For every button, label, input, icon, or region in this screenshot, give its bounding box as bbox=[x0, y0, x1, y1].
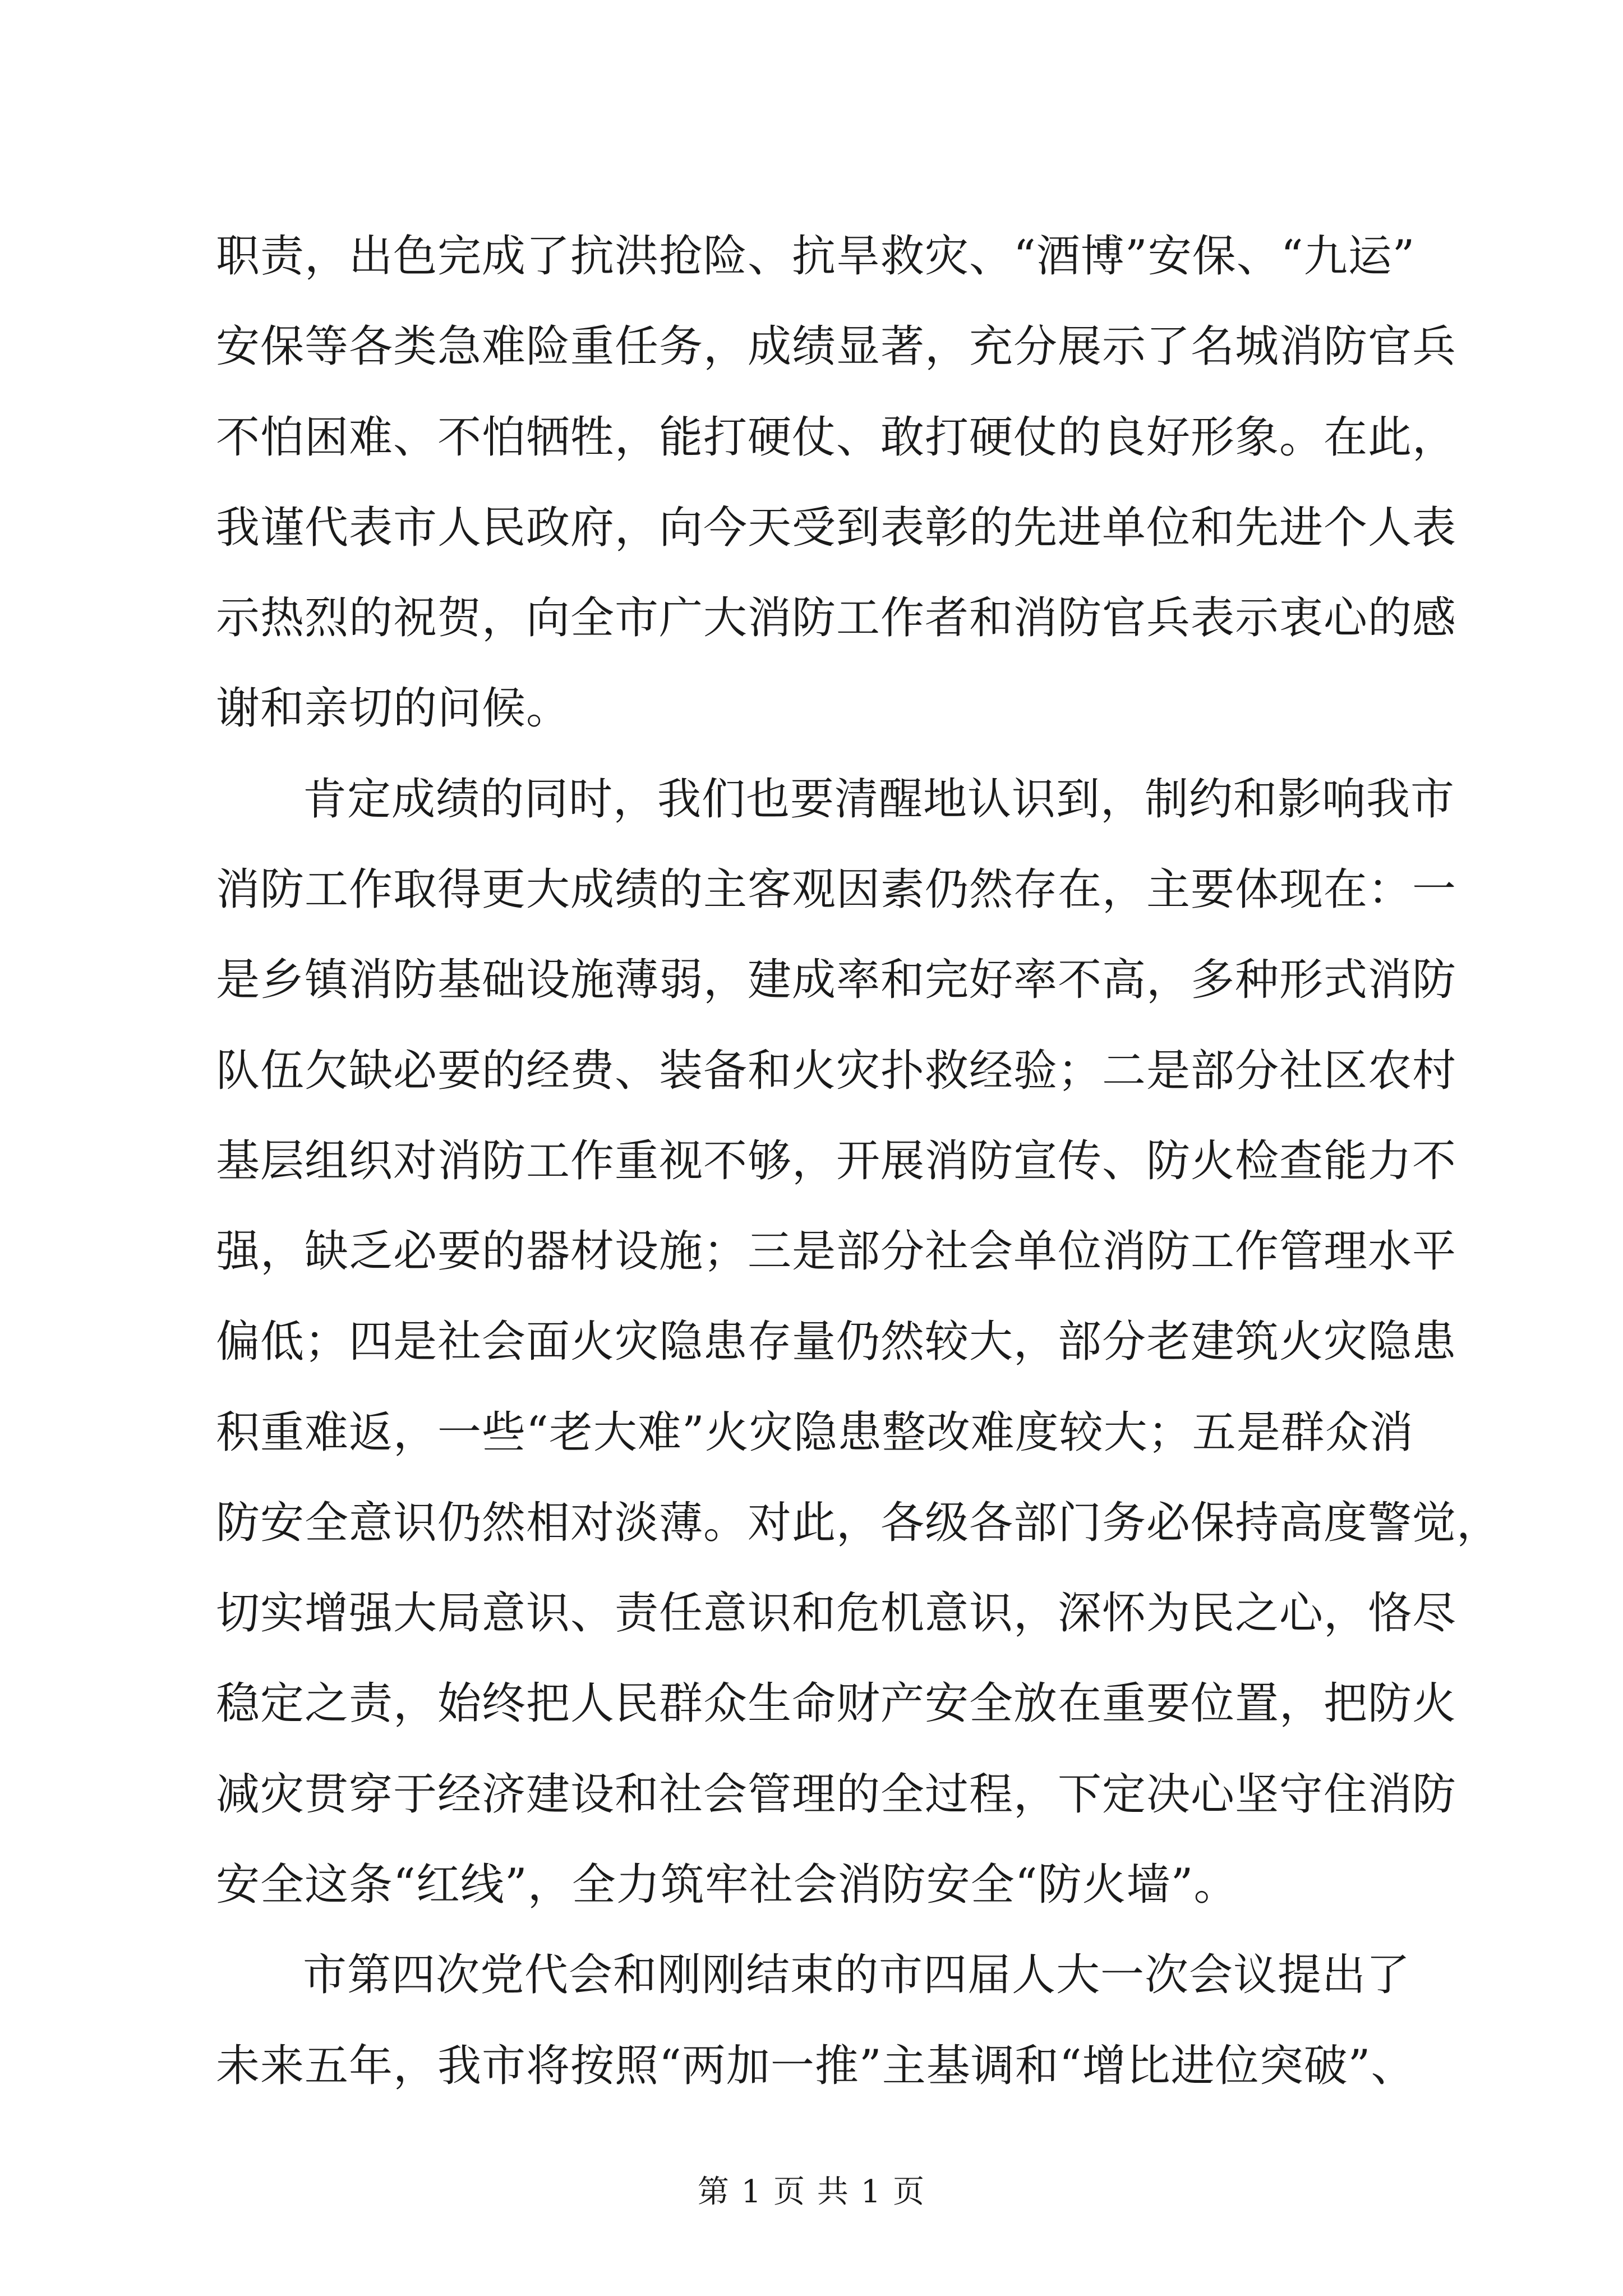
page-number-footer: 第 1 页 共 1 页 bbox=[697, 2174, 926, 2210]
text-line: 减灾贯穿于经济建设和社会管理的全过程，下定决心坚守住消防 bbox=[216, 1769, 1457, 1820]
text-line: 积重难返，一些“老大难”火灾隐患整改难度较大；五是群众消 bbox=[216, 1407, 1414, 1458]
text-line: 未来五年，我市将按照“两加一推”主基调和“增比进位突破”、 bbox=[216, 2041, 1415, 2091]
text-line: 防安全意识仍然相对淡薄。对此，各级各部门务必保持高度警觉， bbox=[216, 1498, 1501, 1548]
text-line: 消防工作取得更大成绩的主客观因素仍然存在，主要体现在：一 bbox=[216, 864, 1457, 915]
text-line: 我谨代表市人民政府，向今天受到表彰的先进单位和先进个人表 bbox=[216, 503, 1457, 553]
text-line: 安全这条“红线”，全力筑牢社会消防安全“防火墙”。 bbox=[216, 1860, 1238, 1910]
text-line: 安保等各类急难险重任务，成绩显著，充分展示了名城消防官兵 bbox=[216, 321, 1457, 372]
text-line: 稳定之责，始终把人民群众生命财产安全放在重要位置，把防火 bbox=[216, 1678, 1457, 1729]
text-line: 是乡镇消防基础设施薄弱，建成率和完好率不高，多种形式消防 bbox=[216, 955, 1457, 1005]
paragraph-start-line: 市第四次党代会和刚刚结束的市四届人大一次会议提出了 bbox=[303, 1950, 1411, 2000]
text-line: 强，缺乏必要的器材设施；三是部分社会单位消防工作管理水平 bbox=[216, 1226, 1457, 1277]
paragraph-start-line: 肯定成绩的同时，我们也要清醒地认识到，制约和影响我市 bbox=[303, 774, 1455, 825]
text-line: 谢和亲切的问候。 bbox=[216, 683, 571, 734]
text-line: 偏低；四是社会面火灾隐患存量仍然较大，部分老建筑火灾隐患 bbox=[216, 1317, 1457, 1367]
text-line: 示热烈的祝贺，向全市广大消防工作者和消防官兵表示衷心的感 bbox=[216, 593, 1457, 643]
text-line: 不怕困难、不怕牺牲，能打硬仗、敢打硬仗的良好形象。在此， bbox=[216, 412, 1457, 463]
text-line: 队伍欠缺必要的经费、装备和火灾扑救经验；二是部分社区农村 bbox=[216, 1046, 1457, 1096]
text-line: 切实增强大局意识、责任意识和危机意识，深怀为民之心，恪尽 bbox=[216, 1588, 1457, 1639]
text-line: 基层组织对消防工作重视不够，开展消防宣传、防火检查能力不 bbox=[216, 1136, 1457, 1186]
text-line: 职责，出色完成了抗洪抢险、抗旱救灾、“酒博”安保、“九运” bbox=[216, 231, 1415, 282]
